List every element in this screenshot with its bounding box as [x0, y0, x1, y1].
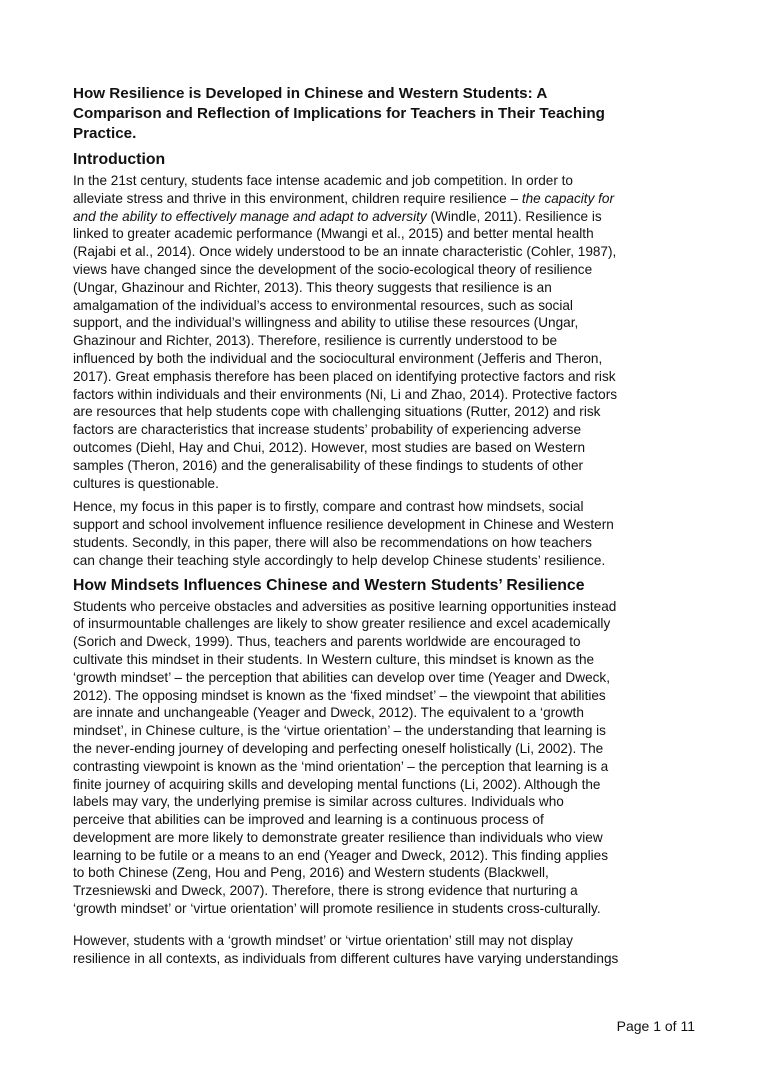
introduction-paragraph-2: Hence, my focus in this paper is to firstly, compare and contrast how mindsets, social support and school involvement influence resilience development in Chinese and Western students. Secondly, in this paper, there will also be recommendations on how teachers can change their teaching style accordingly to help develop Chinese students’ resilience.	[73, 499, 614, 568]
page-number: Page 1 of 11	[616, 1018, 695, 1034]
document-page	[73, 84, 699, 969]
mindsets-paragraph-2: However, students with a ‘growth mindset’ or ‘virtue orientation’ still may not display resilience in all contexts, as individuals from different cultures have varying understandings	[73, 932, 619, 966]
introduction-paragraph-1-part-b: (Windle, 2011). Resilience is linked to greater academic performance (Mwangi et al., 2015) and better mental health (Rajabi et al., 2014). Once widely understood to be an innate characteristic (Cohler, 1987), views have changed since the development of the socio-ecological theory of resilience (Ungar, Ghazinour and Richter, 2013). This theory suggests that resilience is an amalgamation of the individual’s access to environmental resources, such as social support, and the individual’s willingness and ability to utilise these resources (Ungar, Ghazinour and Richter, 2013). Therefore, resilience is currently understood to be influenced by both the individual and the sociocultural environment (Jefferis and Theron, 2017). Great emphasis therefore has been placed on identifying protective factors and risk factors within individuals and their environments (Ni, Li and Zhao, 2014). Protective factors are resources that help students cope with challenging situations (Rutter, 2012) and risk factors are characteristics that increase students’ probability of experiencing adverse outcomes (Diehl, Hay and Chui, 2012). However, most studies are based on Western samples (Theron, 2016) and the generalisability of these findings to students of other cultures is questionable.	[73, 208, 618, 491]
mindsets-paragraph-1: Students who perceive obstacles and adversities as positive learning opportunities instead of insurmountable challenges are likely to show greater resilience and excel academically (Sorich and Dweck, 1999). Thus, teachers and parents worldwide are encouraged to cultivate this mindset in their students. In Western culture, this mindset is known as the ‘growth mindset’ – the perception that abilities can develop over time (Yeager and Dweck, 2012). The opposing mindset is known as the ‘fixed mindset’ – the viewpoint that abilities are innate and unchangeable (Yeager and Dweck, 2012). The equivalent to a ‘growth mindset’, in Chinese culture, is the ‘virtue orientation’ – the understanding that learning is the never-ending journey of developing and perfecting oneself holistically (Li, 2002). The contrasting viewpoint is known as the ‘mind orientation’ – the perception that learning is a finite journey of acquiring skills and developing mental functions (Li, 2002). Although the labels may vary, the underlying premise is similar across cultures. Individuals who perceive that abilities can be improved and learning is a continuous process of development are more likely to demonstrate greater resilience than individuals who view learning to be futile or a means to an end (Yeager and Dweck, 2012). This finding applies to both Chinese (Zeng, Hou and Peng, 2016) and Western students (Blackwell, Trzesniewski and Dweck, 2007). Therefore, there is strong evidence that nurturing a ‘growth mindset’ or ‘virtue orientation’ will promote resilience in students cross-culturally.	[73, 598, 617, 917]
section-heading-mindsets: How Mindsets Influences Chinese and Western Students’ Resilience	[73, 576, 585, 594]
introduction-paragraph-1-part-a: In the 21st century, students face intense academic and job competition. In order to alleviate stress and thrive in this environment, children require resilience –	[73, 173, 573, 206]
resilience-definition-italic: the capacity for and the ability to effectively manage and adapt to adversity	[73, 190, 615, 224]
document-title: How Resilience is Developed in Chinese and Western Students: A Comparison and Reflection of Implications for Teachers in Their Teaching Practice.	[73, 85, 605, 142]
section-heading-introduction: Introduction	[73, 151, 166, 168]
introduction-paragraph-1	[73, 172, 699, 492]
